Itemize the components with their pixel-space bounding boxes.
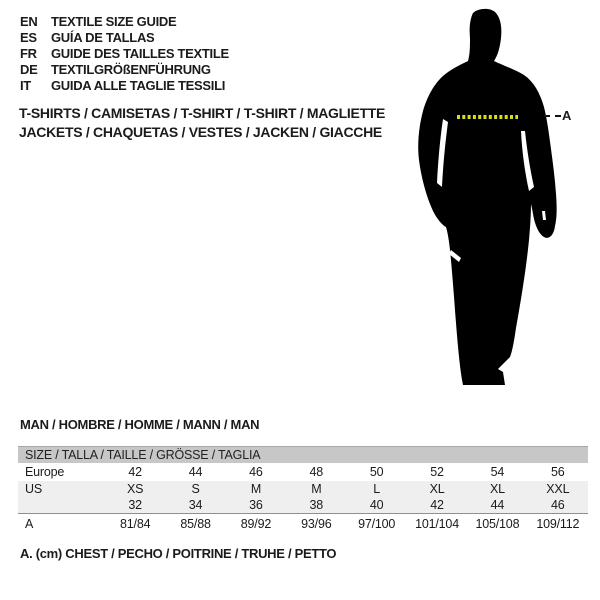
- measurement-footnote: A. (cm) CHEST / PECHO / POITRINE / TRUHE / PETTO: [20, 546, 337, 561]
- size-value: XL: [489, 482, 505, 496]
- size-value: 32: [128, 498, 142, 512]
- size-value: M: [250, 482, 262, 496]
- size-value: 42: [128, 465, 142, 479]
- man-silhouette-icon: [415, 8, 565, 388]
- table-row: [18, 513, 588, 534]
- size-value: 105/108: [475, 517, 520, 531]
- size-value: XXL: [546, 482, 570, 496]
- garment-line-jackets: JACKETS / CHAQUETAS / VESTES / JACKEN / GIACCHE: [19, 124, 382, 140]
- size-table-body: [18, 463, 588, 534]
- garment-line-tshirts: T-SHIRTS / CAMISETAS / T-SHIRT / T-SHIRT / MAGLIETTE: [19, 105, 386, 121]
- language-label: TEXTILE SIZE GUIDE: [51, 13, 177, 29]
- language-row: [20, 77, 229, 93]
- row-label: Europe: [25, 465, 65, 479]
- language-label: GUIDE DES TAILLES TEXTILE: [51, 45, 229, 61]
- size-value: 36: [249, 498, 263, 512]
- language-code: FR: [20, 45, 37, 61]
- size-value: 97/100: [358, 517, 396, 531]
- size-value: 56: [551, 465, 565, 479]
- size-value: M: [311, 482, 322, 496]
- size-value: 46: [249, 465, 263, 479]
- size-value: 89/92: [240, 517, 272, 531]
- size-value: 44: [188, 465, 203, 479]
- size-value: 50: [369, 465, 384, 479]
- language-code: DE: [20, 61, 38, 77]
- language-row: [20, 61, 229, 77]
- language-label: GUIDA ALLE TAGLIE TESSILI: [51, 77, 226, 93]
- size-value: 38: [309, 498, 324, 512]
- language-code: IT: [20, 77, 31, 93]
- size-value: 52: [430, 465, 444, 479]
- man-silhouette-svg: [415, 8, 565, 388]
- language-code: ES: [20, 29, 37, 45]
- size-value: XS: [127, 482, 144, 496]
- language-row: [20, 45, 229, 61]
- size-value: 93/96: [301, 517, 332, 531]
- size-value: 42: [430, 498, 444, 512]
- measurement-callout-dash-line: [544, 115, 561, 117]
- size-value: 101/104: [415, 517, 459, 531]
- language-label: TEXTILGRÖßENFÜHRUNG: [51, 61, 211, 77]
- size-value: 81/84: [120, 517, 151, 531]
- size-value: 48: [309, 465, 324, 479]
- size-value: 85/88: [180, 517, 211, 531]
- table-row: [18, 497, 588, 513]
- size-value: XL: [429, 482, 445, 496]
- table-row: [18, 481, 588, 497]
- row-label: US: [25, 482, 42, 496]
- language-code: EN: [20, 13, 38, 29]
- silhouette-body: [418, 9, 556, 385]
- garment-types: [19, 104, 385, 142]
- table-row: [18, 463, 588, 481]
- language-label: GUÍA DE TALLAS: [51, 29, 155, 45]
- language-list: [20, 13, 229, 93]
- size-value: 40: [369, 498, 384, 512]
- size-value: 54: [490, 465, 505, 479]
- size-table-header: SIZE / TALLA / TAILLE / GRÖSSE / TAGLIA: [18, 446, 588, 463]
- size-value: 34: [188, 498, 203, 512]
- language-row: [20, 13, 229, 29]
- measurement-label-a: A: [562, 108, 572, 123]
- size-value: 109/112: [536, 517, 580, 531]
- row-label: A: [25, 517, 34, 531]
- size-value: 44: [490, 498, 505, 512]
- size-value: L: [373, 482, 381, 496]
- figure-caption: MAN / HOMBRE / HOMME / MANN / MAN: [20, 417, 260, 432]
- size-table: [18, 446, 588, 534]
- size-value: S: [191, 482, 200, 496]
- size-value: 46: [551, 498, 565, 512]
- language-row: [20, 29, 229, 45]
